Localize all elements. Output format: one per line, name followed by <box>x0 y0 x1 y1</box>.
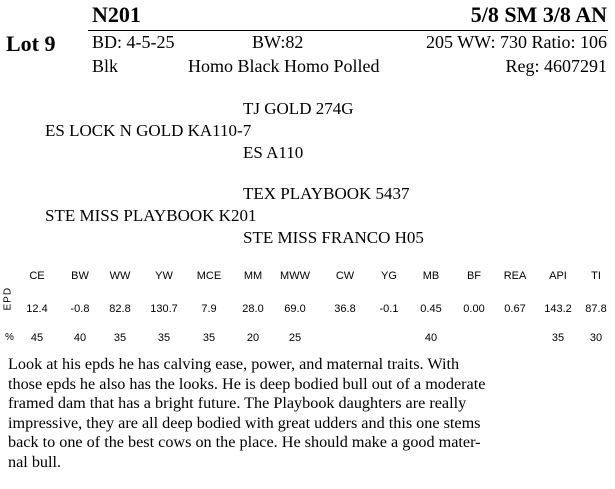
epd-percentile-ce: 45 <box>30 332 44 344</box>
epd-percentile-mce: 35 <box>202 332 216 344</box>
lot-number: Lot 9 <box>6 31 56 56</box>
birth-weight: BW:82 <box>252 32 304 52</box>
epd-header-ce: CE <box>29 270 45 282</box>
color: Blk <box>92 56 119 76</box>
pedigree-dam-dam: STE MISS FRANCO H05 <box>243 228 424 247</box>
epd-value-mb: 0.45 <box>420 303 442 315</box>
pedigree-dam-sire: TEX PLAYBOOK 5437 <box>243 184 410 203</box>
epd-value-ti: 87.8 <box>585 303 607 315</box>
epd-header-ww: WW <box>109 270 131 282</box>
epd-value-mww: 69.0 <box>284 303 306 315</box>
description <box>8 355 608 473</box>
epd-value-ww: 82.8 <box>109 303 131 315</box>
description-line: back to one of the best cows on the place. He should make a good mater- <box>8 433 481 452</box>
epd-row-label: EPD <box>2 286 14 311</box>
weaning-weight: 205 WW: 730 Ratio: 106 <box>426 32 607 52</box>
epd-header-api: API <box>549 270 567 282</box>
epd-header-mb: MB <box>422 270 440 282</box>
epd-percentile-yw: 35 <box>157 332 171 344</box>
breed-composition: 5/8 SM 3/8 AN <box>470 2 607 27</box>
epd-percentile-mm: 20 <box>246 332 260 344</box>
epd-percentile-ww: 35 <box>113 332 127 344</box>
epd-percentile-mb: 40 <box>424 332 438 344</box>
registration-number: Reg: 4607291 <box>505 56 607 76</box>
epd-percentile-mww: 25 <box>288 332 302 344</box>
epd-percentile-bw: 40 <box>73 332 87 344</box>
percentile-row-label: % <box>5 332 14 343</box>
epd-header-bw: BW <box>71 270 89 282</box>
description-line: Look at his epds he has calving ease, power, and maternal traits. With <box>8 355 460 373</box>
epd-header-ti: TI <box>591 270 601 282</box>
epd-value-ce: 12.4 <box>26 303 48 315</box>
pedigree-sire: ES LOCK N GOLD KA110-7 <box>45 121 252 140</box>
epd-header-cw: CW <box>335 270 355 282</box>
epd-percentile-ti: 30 <box>589 332 603 344</box>
epd-header-rea: REA <box>503 270 527 282</box>
epd-value-mm: 28.0 <box>242 303 264 315</box>
pedigree-sire-sire: TJ GOLD 274G <box>243 99 354 118</box>
epd-value-bw: -0.8 <box>70 303 90 315</box>
epd-value-cw: 36.8 <box>334 303 356 315</box>
epd-value-mce: 7.9 <box>201 303 217 315</box>
description-line: those epds he also has the looks. He is deep bodied bull out of a moderate <box>8 374 486 393</box>
epd-header-mm: MM <box>243 270 263 282</box>
epd-value-yg: -0.1 <box>379 303 399 315</box>
epd-header-yw: YW <box>155 270 173 282</box>
epd-value-api: 143.2 <box>544 303 572 315</box>
epd-header-yg: YG <box>381 270 397 282</box>
epd-percentile-api: 35 <box>551 332 565 344</box>
pedigree-sire-dam: ES A110 <box>243 143 304 162</box>
description-line: framed dam that has a bright future. The Playbook daughters are really <box>8 394 467 413</box>
pedigree-dam: STE MISS PLAYBOOK K201 <box>45 206 257 225</box>
description-line: impressive, they are all deep bodied with great udders and this one stems <box>8 413 481 432</box>
epd-header-mce: MCE <box>196 270 222 282</box>
epd-value-rea: 0.67 <box>504 303 526 315</box>
epd-header-mww: MWW <box>280 270 310 282</box>
epd-value-yw: 130.7 <box>150 303 178 315</box>
epd-header-bf: BF <box>466 270 482 282</box>
epd-value-bf: 0.00 <box>463 303 485 315</box>
description-line: nal bull. <box>8 452 62 471</box>
birth-date: BD: 4-5-25 <box>92 32 175 52</box>
header-rule <box>88 30 608 31</box>
animal-tag: N201 <box>92 2 141 27</box>
genetic-traits: Homo Black Homo Polled <box>188 56 380 76</box>
